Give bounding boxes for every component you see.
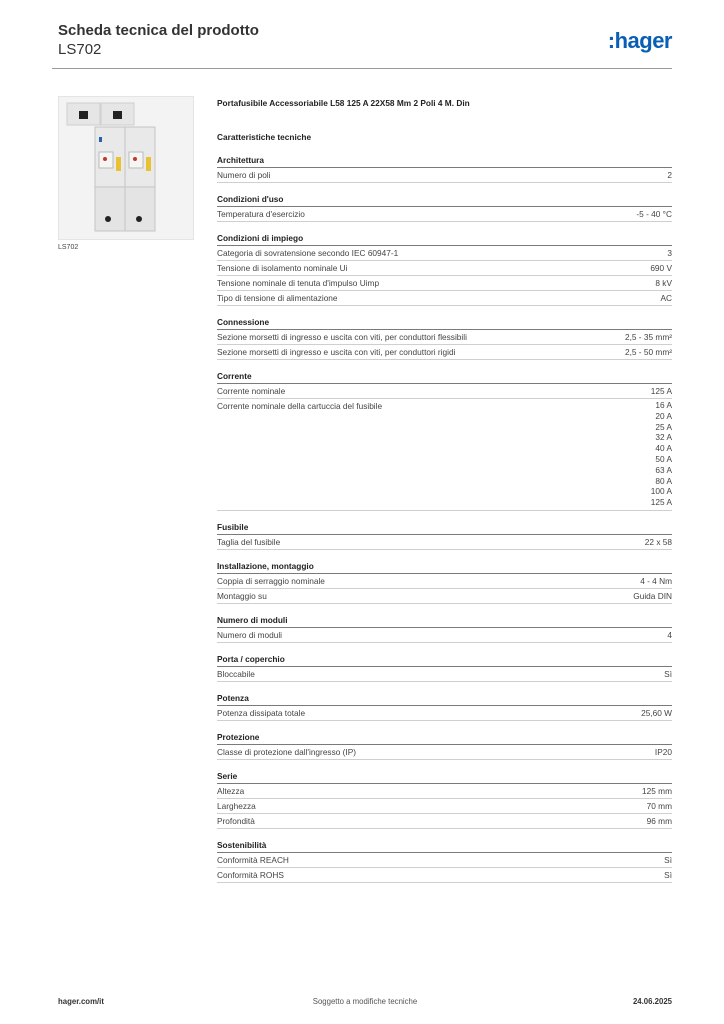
spec-value: 16 A: [655, 400, 672, 410]
spec-value: 80 A: [655, 475, 672, 486]
spec-label: Larghezza: [217, 800, 256, 811]
spec-section: [217, 193, 672, 222]
spec-label: Tensione nominale di tenuta d'impulso Uimp: [217, 278, 380, 288]
spec-label: Corrente nominale della cartuccia del fusibile: [217, 401, 383, 411]
footer-note: Soggetto a modifiche tecniche: [312, 997, 418, 1006]
spec-row: [217, 276, 672, 291]
spec-label: Categoria di sovratensione secondo IEC 60947-1: [217, 248, 399, 258]
spec-value: 4 - 4 Nm: [640, 575, 672, 586]
spec-value: 125 A: [650, 386, 672, 396]
spec-label: Sezione morsetti di ingresso e uscita con viti, per conduttori rigidi: [217, 347, 456, 357]
spec-row: [217, 384, 672, 399]
spec-section: [217, 232, 672, 306]
spec-label: Classe di protezione dall'ingresso (IP): [217, 746, 357, 757]
spec-value: 96 mm: [646, 815, 672, 826]
spec-value: Sì: [664, 869, 672, 880]
spec-row: [217, 399, 672, 511]
spec-row: [217, 168, 672, 183]
page-header: [58, 22, 672, 68]
image-caption: LS702: [58, 244, 79, 251]
product-image: [58, 96, 194, 240]
spec-value: 4: [667, 629, 672, 640]
section-title: Sostenibilità: [217, 839, 672, 853]
section-title: Installazione, montaggio: [217, 560, 672, 574]
spec-section: [217, 154, 672, 183]
section-title: Condizioni di impiego: [217, 232, 672, 246]
spec-value: Sì: [664, 854, 672, 865]
spec-row: [217, 706, 672, 721]
footer-website: hager.com/it: [58, 997, 104, 1006]
spec-value: 125 A: [650, 497, 672, 508]
spec-row: [217, 868, 672, 883]
spec-section: [217, 839, 672, 883]
section-title: Porta / coperchio: [217, 653, 672, 667]
spec-value: 125 mm: [642, 785, 672, 796]
spec-row: [217, 628, 672, 643]
spec-label: Bloccabile: [217, 668, 255, 679]
spec-row: [217, 799, 672, 814]
spec-value: 100 A: [650, 486, 672, 497]
spec-label: Numero di poli: [217, 170, 271, 180]
spec-row: [217, 784, 672, 799]
section-title: Condizioni d'uso: [217, 193, 672, 207]
spec-section: [217, 370, 672, 511]
spec-label: Taglia del fusibile: [217, 536, 281, 547]
spec-label: Profondità: [217, 815, 255, 826]
section-title: Corrente: [217, 370, 672, 384]
spec-value: 25,60 W: [641, 707, 672, 718]
spec-label: Tipo di tensione di alimentazione: [217, 293, 338, 303]
spec-value: 22 x 58: [644, 536, 672, 547]
spec-content: [217, 96, 672, 883]
spec-label: Numero di moduli: [217, 629, 283, 640]
spec-value: 3: [667, 248, 672, 258]
spec-value: 25 A: [655, 421, 672, 432]
section-title: Architettura: [217, 154, 672, 168]
spec-value: Guida DIN: [633, 590, 672, 601]
spec-row: [217, 261, 672, 276]
spec-section: [217, 560, 672, 604]
spec-row: [217, 667, 672, 682]
spec-label: Altezza: [217, 785, 245, 796]
spec-value: 2,5 - 35 mm²: [624, 332, 672, 342]
spec-row: [217, 291, 672, 306]
spec-value: 20 A: [655, 410, 672, 421]
spec-label: Conformità REACH: [217, 854, 289, 865]
spec-section: [217, 316, 672, 360]
spec-label: Potenza dissipata totale: [217, 707, 306, 718]
spec-value: 40 A: [655, 443, 672, 454]
spec-row: [217, 207, 672, 222]
spec-value-list: [651, 400, 672, 508]
spec-row: [217, 814, 672, 829]
spec-section: [217, 731, 672, 760]
spec-row: [217, 574, 672, 589]
spec-label: Temperatura d'esercizio: [217, 209, 305, 219]
tech-heading: Caratteristiche tecniche: [217, 132, 312, 142]
spec-value: 63 A: [655, 464, 672, 475]
spec-value: IP20: [654, 746, 672, 757]
document-title: Scheda tecnica del prodotto: [58, 22, 259, 39]
footer-date: 24.06.2025: [632, 997, 672, 1006]
spec-section: [217, 692, 672, 721]
spec-section: [217, 521, 672, 550]
spec-label: Corrente nominale: [217, 386, 286, 396]
section-title: Connessione: [217, 316, 672, 330]
spec-label: Sezione morsetti di ingresso e uscita con viti, per conduttori flessibili: [217, 332, 467, 342]
spec-value: 8 kV: [655, 278, 672, 288]
spec-value: 50 A: [655, 453, 672, 464]
section-title: Serie: [217, 770, 672, 784]
spec-value: 2: [667, 170, 672, 180]
spec-value: AC: [660, 293, 672, 303]
header-divider: [52, 68, 672, 69]
spec-section: [217, 770, 672, 829]
spec-row: [217, 330, 672, 345]
spec-value: 32 A: [655, 432, 672, 443]
spec-label: Tensione di isolamento nominale Ui: [217, 263, 348, 273]
product-description: Portafusibile Accessoriabile L58 125 A 22X58 Mm 2 Poli 4 M. Din: [217, 98, 470, 108]
spec-value: -5 - 40 °C: [636, 209, 672, 219]
product-code: LS702: [58, 41, 102, 58]
spec-sections: [217, 154, 672, 883]
section-title: Potenza: [217, 692, 672, 706]
hager-logo: :hager: [607, 28, 672, 53]
spec-section: [217, 614, 672, 643]
section-title: Protezione: [217, 731, 672, 745]
fuse-holder-illustration: [59, 97, 193, 239]
spec-row: [217, 535, 672, 550]
section-title: Fusibile: [217, 521, 672, 535]
spec-row: [217, 345, 672, 360]
spec-row: [217, 246, 672, 261]
spec-value: 2,5 - 50 mm²: [624, 347, 672, 357]
spec-row: [217, 589, 672, 604]
section-title: Numero di moduli: [217, 614, 672, 628]
spec-row: [217, 745, 672, 760]
spec-value: 690 V: [650, 263, 672, 273]
spec-label: Montaggio su: [217, 590, 267, 601]
spec-row: [217, 853, 672, 868]
spec-value: Sì: [664, 668, 672, 679]
spec-section: [217, 653, 672, 682]
spec-value: 70 mm: [646, 800, 672, 811]
spec-label: Conformità ROHS: [217, 869, 284, 880]
spec-label: Coppia di serraggio nominale: [217, 575, 325, 586]
